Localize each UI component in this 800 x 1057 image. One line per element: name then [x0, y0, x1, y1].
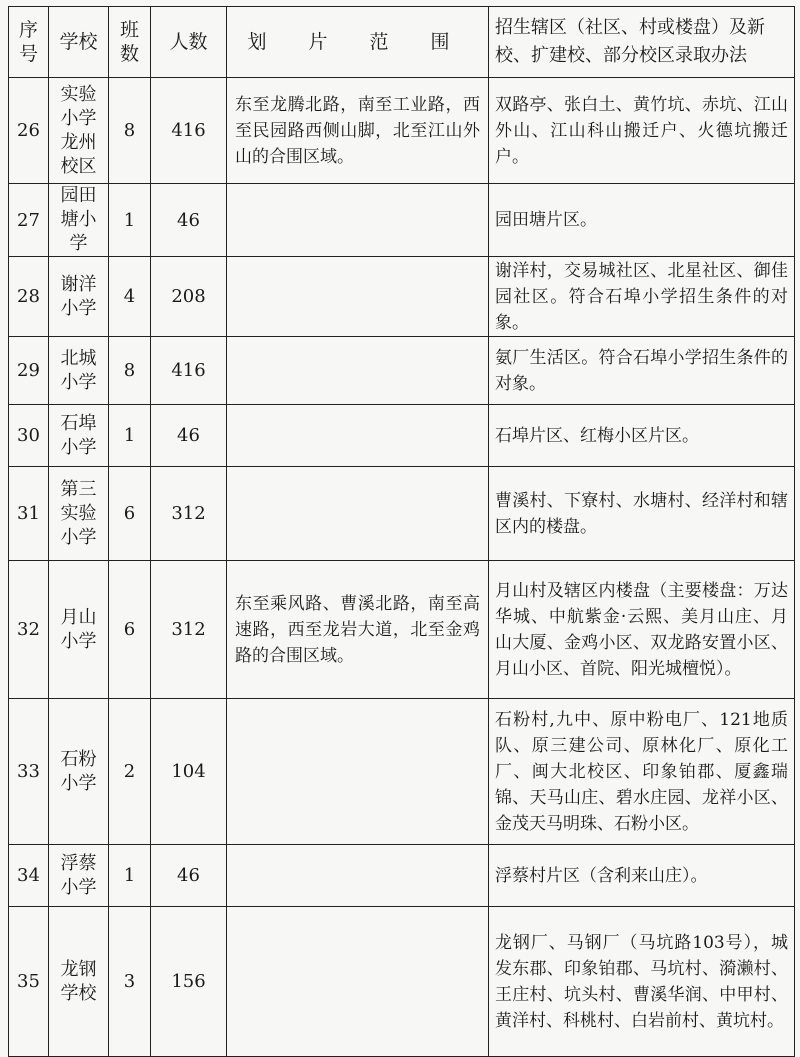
- row-classes: 1: [109, 845, 151, 907]
- row-seq: 26: [9, 78, 49, 184]
- row-school: 浮蔡小学: [49, 845, 109, 907]
- row-classes: 3: [109, 907, 151, 1057]
- table-row: [9, 845, 795, 907]
- table-row: [9, 337, 795, 405]
- row-people: 312: [151, 561, 227, 699]
- row-people: 416: [151, 337, 227, 405]
- row-seq: 29: [9, 337, 49, 405]
- row-school: 实验小学龙州校区: [49, 78, 109, 184]
- row-area: 双路亭、张白土、黄竹坑、赤坑、江山外山、江山科山搬迁户、火德坑搬迁户。: [489, 78, 795, 184]
- header-people: 人数: [151, 7, 227, 78]
- row-range: 东至龙腾北路，南至工业路，西至民园路西侧山脚，北至江山外山的合围区域。: [227, 78, 489, 184]
- row-classes: 4: [109, 257, 151, 337]
- row-people: 312: [151, 467, 227, 561]
- row-school: 月山小学: [49, 561, 109, 699]
- header-school: 学校: [49, 7, 109, 78]
- row-seq: 28: [9, 257, 49, 337]
- table-row: [9, 78, 795, 184]
- enrollment-table: [8, 6, 795, 1057]
- row-seq: 27: [9, 184, 49, 257]
- row-seq: 31: [9, 467, 49, 561]
- table-row: [9, 699, 795, 845]
- row-people: 46: [151, 405, 227, 467]
- header-seq: 序号: [9, 7, 49, 78]
- row-people: 156: [151, 907, 227, 1057]
- row-school: 园田塘小学: [49, 184, 109, 257]
- row-range: [227, 467, 489, 561]
- table-row: [9, 907, 795, 1057]
- row-classes: 1: [109, 184, 151, 257]
- row-range: [227, 184, 489, 257]
- row-people: 208: [151, 257, 227, 337]
- row-people: 46: [151, 845, 227, 907]
- row-range: [227, 337, 489, 405]
- row-area: 园田塘片区。: [489, 184, 795, 257]
- row-classes: 6: [109, 467, 151, 561]
- table-row: [9, 184, 795, 257]
- row-range: [227, 907, 489, 1057]
- row-school: 第三实验小学: [49, 467, 109, 561]
- header-area: 招生辖区（社区、村或楼盘）及新校、扩建校、部分校区录取办法: [489, 7, 795, 78]
- row-seq: 30: [9, 405, 49, 467]
- header-row: [9, 7, 795, 78]
- row-range: [227, 405, 489, 467]
- table-row: [9, 561, 795, 699]
- row-classes: 8: [109, 78, 151, 184]
- row-classes: 1: [109, 405, 151, 467]
- row-seq: 34: [9, 845, 49, 907]
- row-area: 龙钢厂、马钢厂（马坑路103号），城发东郡、印象铂郡、马坑村、漪濑村、王庄村、坑头村、曹溪华润、中甲村、黄洋村、科桃村、白岩前村、黄坑村。: [489, 907, 795, 1057]
- row-people: 46: [151, 184, 227, 257]
- table-row: [9, 405, 795, 467]
- row-area: 石粉村,九中、原中粉电厂、121地质队、原三建公司、原林化厂、原化工厂、闽大北校区、印象铂郡、厦鑫瑞锦、天马山庄、碧水庄园、龙祥小区、金茂天马明珠、石粉小区。: [489, 699, 795, 845]
- row-range: [227, 257, 489, 337]
- row-range: [227, 845, 489, 907]
- header-range: 划 片 范 围: [227, 7, 489, 78]
- row-people: 416: [151, 78, 227, 184]
- row-seq: 32: [9, 561, 49, 699]
- row-area: 曹溪村、下寮村、水塘村、经洋村和辖区内的楼盘。: [489, 467, 795, 561]
- row-school: 龙钢学校: [49, 907, 109, 1057]
- row-school: 石埠小学: [49, 405, 109, 467]
- row-area: 月山村及辖区内楼盘（主要楼盘：万达华城、中航紫金·云熙、美月山庄、月山大厦、金鸡小区、双龙路安置小区、月山小区、首院、阳光城檀悦）。: [489, 561, 795, 699]
- row-classes: 6: [109, 561, 151, 699]
- row-area: 氨厂生活区。符合石埠小学招生条件的对象。: [489, 337, 795, 405]
- row-area: 谢洋村，交易城社区、北星社区、御佳园社区。符合石埠小学招生条件的对象。: [489, 257, 795, 337]
- header-classes: 班数: [109, 7, 151, 78]
- table-row: [9, 467, 795, 561]
- table-row: [9, 257, 795, 337]
- row-seq: 35: [9, 907, 49, 1057]
- row-school: 北城小学: [49, 337, 109, 405]
- row-range: [227, 699, 489, 845]
- row-range: 东至乘风路、曹溪北路，南至高速路，西至龙岩大道，北至金鸡路的合围区域。: [227, 561, 489, 699]
- row-classes: 8: [109, 337, 151, 405]
- row-classes: 2: [109, 699, 151, 845]
- row-school: 谢洋小学: [49, 257, 109, 337]
- row-people: 104: [151, 699, 227, 845]
- row-area: 浮蔡村片区（含利来山庄）。: [489, 845, 795, 907]
- row-seq: 33: [9, 699, 49, 845]
- row-school: 石粉小学: [49, 699, 109, 845]
- row-area: 石埠片区、红梅小区片区。: [489, 405, 795, 467]
